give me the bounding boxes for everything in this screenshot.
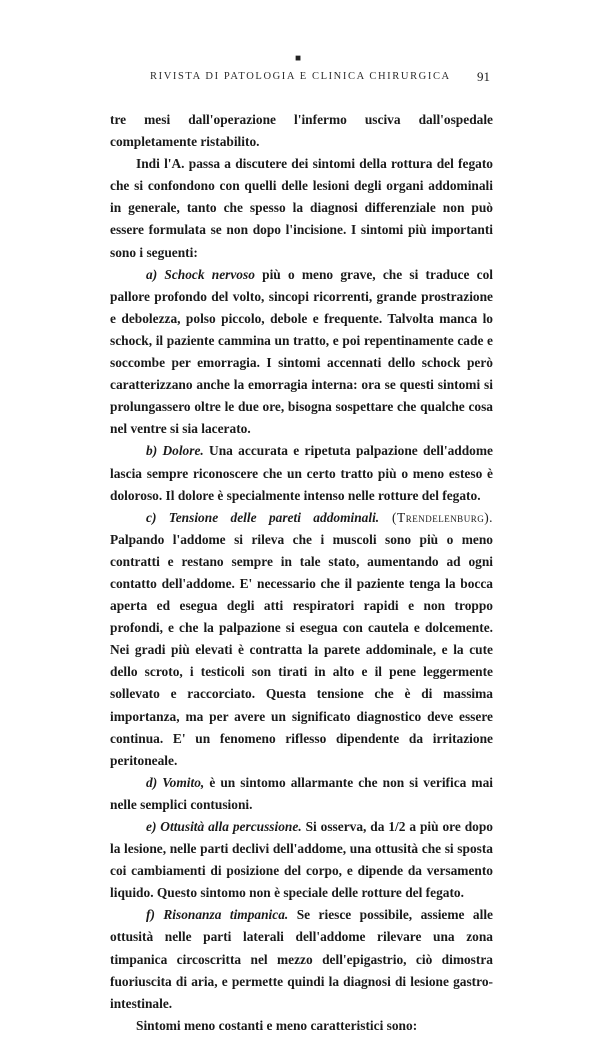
symptom-e [110,816,493,904]
paragraph-continuation: tre mesi dall'operazione l'infermo usciva dall'ospedale completamente ristabilito. [110,112,493,150]
symptom-c-author: (Trendelenburg). [379,509,493,525]
page-number: 91 [477,69,490,84]
symptom-b-label: b) Dolore. [146,443,204,459]
symptom-f-label: f) Risonanza timpanica. [146,907,289,923]
symptom-a [110,264,493,441]
printer-mark: ■ [295,53,302,64]
symptom-d-label: d) Vomito, [146,774,205,790]
symptom-f-text: Se riesce possibile, assieme alle ottusità nelle parti laterali dell'addome rilevare una zona timpanica circoscritta nel mezzo dell'epigastrio, ciò dimostra fuoriuscita di aria, e permette quindi la diagnosi di lesione gastro-intestinale. [110,907,493,1011]
symptom-f [110,904,493,1014]
symptom-d [110,772,493,816]
symptom-a-label: a) Schock nervoso [146,266,255,282]
symptom-c [110,507,493,772]
symptom-c-text: Palpando l'addome si rileva che i muscoli sono più o meno contratti e restano sempre in tale stato, aumentando ad ogni contatto dell'addome. E' necessario che il paziente tenga la bocca aperta ed esegua degli atti respiratori rapidi e non troppo profondi, e che la palpazione si esegua con cautela e dolcemente. Nei gradi più elevati è contratta la parete addominale, e la cute dello scroto, i testicoli son tirati in alto e il pene leggermente sollevato e raccorciato. Questa tensione che è di massima importanza, ma per avere un significato diagnostico deve essere continua. E' un fenomeno riflesso dipendente da irritazione peritoneale. [110,531,493,768]
running-header: RIVISTA DI PATOLOGIA E CLINICA CHIRURGICA [150,71,451,82]
symptom-b [110,440,493,506]
body-text [110,109,493,1037]
symptom-a-text: più o meno grave, che si traduce col pallore profondo del volto, sincopi ricorrenti, grande prostrazione e debolezza, polso piccolo, debole e frequente. Talvolta manca lo schock, il paziente cammina un tratto, e poi repentinamente cade e soccombe per emorragia. I sintomi accennati dello schock però caratterizzano anche la emorragia interna: ora se questi sintomi si prolungassero oltre le due ore, bisogna sospettare che qualche cosa nel ventre si sia lacerato. [110,266,493,437]
symptom-e-label: e) Ottusità alla percussione. [146,819,302,834]
paragraph-closing: Sintomi meno costanti e meno caratteristici sono: [136,1017,418,1033]
symptom-e-text: Si osserva, da 1/2 a più ore dopo la lesione, nelle parti declivi dell'addome, una ottusità che si sposta coi cambiamenti di posizione del corpo, e dipende da versamento liquido. Questo sintomo non è speciale delle rotture del fegato. [110,819,493,901]
symptom-c-label: c) Tensione delle pareti addominali. [146,509,380,525]
paragraph-intro: Indi l'A. passa a discutere dei sintomi della rottura del fegato che si confondono con quelli delle lesioni degli organi addominali in generale, tanto che spesso la diagnosi differenziale non può essere formulata se non dopo l'incisione. I sintomi più importanti sono i seguenti: [110,156,493,260]
symptom-b-text: Una accurata e ripetuta palpazione dell'addome lascia sempre riconoscere che un certo tratto più o meno esteso è doloroso. Il dolore è specialmente intenso nelle rotture del fegato. [110,443,493,503]
symptom-d-text: è un sintomo allarmante che non si verifica mai nelle semplici contusioni. [110,774,494,812]
